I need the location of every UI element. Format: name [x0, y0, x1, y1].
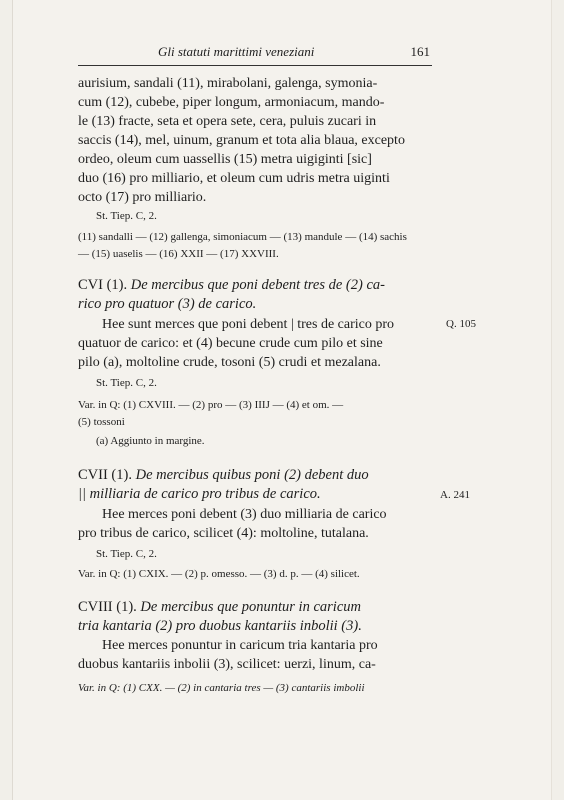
footnote-line: — (15) uaselis — (16) XXII — (17) XXVIII.: [78, 248, 279, 260]
chapter-title-cont: || milliaria de carico pro tribus de carico.: [78, 486, 321, 502]
text-line: pro tribus de carico, scilicet (4): moltoline, tutalana.: [78, 526, 369, 541]
chapter-cvii-body: [78, 505, 433, 543]
text-line: saccis (14), mel, uinum, granum et tota alia blaua, excepto: [78, 133, 405, 148]
variant-line: Var. in Q: (1) CXX. — (2) in cantaria tres — (3) cantariis imbolii: [78, 682, 365, 694]
chapter-cviii: [78, 598, 433, 636]
footnotes: [78, 229, 433, 263]
chapter-cvii: [78, 466, 433, 504]
chapter-title-cont: tria kantaria (2) pro duobus kantariis inbolii (3).: [78, 618, 362, 634]
chapter-title: De mercibus que poni debent tres de (2) ca-: [130, 277, 385, 293]
running-title: Gli statuti marittimi veneziani: [158, 44, 315, 59]
page-number: 161: [410, 44, 430, 59]
text-line: Hee merces poni debent (3) duo milliaria de carico: [102, 507, 387, 522]
text-line: aurisium, sandali (11), mirabolani, galenga, symonia-: [78, 76, 378, 91]
text-line: duobus kantariis inbolii (3), scilicet: uerzi, linum, ca-: [78, 657, 376, 672]
source-reference: St. Tiep. C, 2.: [96, 210, 157, 222]
chapter-title: De mercibus que ponuntur in caricum: [140, 599, 361, 615]
source-reference: St. Tiep. C, 2.: [96, 377, 157, 389]
text-line: pilo (a), moltoline crude, tosoni (5) crudi et mezalana.: [78, 355, 381, 370]
margin-reference: A. 241: [440, 489, 470, 501]
chapter-cvi-body: [78, 315, 433, 372]
chapter-title: De mercibus quibus poni (2) debent duo: [135, 467, 369, 483]
text-line: quatuor de carico: et (4) becune crude cum pilo et sine: [78, 336, 383, 351]
chapter-cvi: [78, 276, 433, 314]
variant-line: Var. in Q: (1) CXVIII. — (2) pro — (3) IIIJ — (4) et om. —: [78, 399, 344, 411]
running-header: [78, 44, 432, 66]
text-line: ordeo, oleum cum uassellis (15) metra uigiginti [sic]: [78, 152, 372, 167]
text-line: Hee merces ponuntur in caricum tria kantaria pro: [102, 638, 378, 653]
footnote-line: (11) sandalli — (12) gallenga, simoniacum — (13) mandule — (14) sachis: [78, 231, 407, 243]
chapter-cviii-body: [78, 636, 433, 674]
chapter-number: CVII (1).: [78, 467, 132, 483]
variant-line: (5) tossoni: [78, 416, 125, 428]
chapter-number: CVI (1).: [78, 277, 128, 293]
footnote: (a) Aggiunto in margine.: [96, 435, 205, 447]
continuation-paragraph: [78, 74, 433, 207]
chapter-title-cont: rico pro quatuor (3) de carico.: [78, 296, 257, 312]
text-line: octo (17) pro milliario.: [78, 190, 207, 205]
source-reference: St. Tiep. C, 2.: [96, 548, 157, 560]
text-line: le (13) fracte, seta et opera sete, cera, puluis zucari in: [78, 114, 377, 129]
variant-line: Var. in Q: (1) CXIX. — (2) p. omesso. — (3) d. p. — (4) silicet.: [78, 568, 360, 580]
chapter-number: CVIII (1).: [78, 599, 137, 615]
variants: [78, 397, 433, 431]
text-line: cum (12), cubebe, piper longum, armoniacum, mando-: [78, 95, 385, 110]
text-line: duo (16) pro milliario, et oleum cum udris metra uiginti: [78, 171, 390, 186]
text-line: Hee sunt merces que poni debent | tres de carico pro: [102, 317, 395, 332]
margin-reference: Q. 105: [446, 318, 476, 330]
